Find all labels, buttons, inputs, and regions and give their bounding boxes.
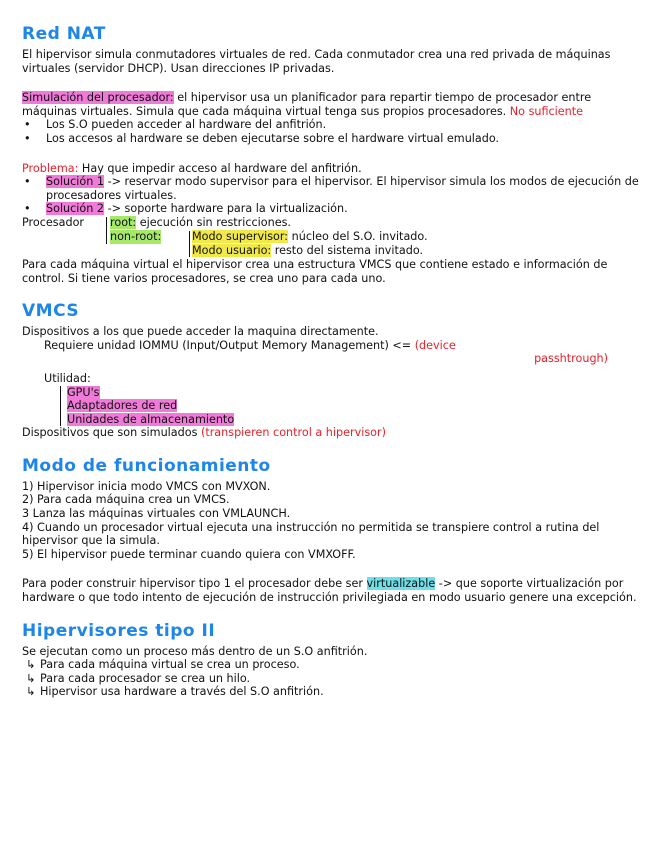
root-label: root:: [110, 215, 137, 229]
solutions-list: [22, 175, 648, 216]
usuario-line: [192, 244, 423, 258]
arrow-icon: ↳: [26, 671, 36, 685]
iommu-text: Requiere unidad IOMMU (Input/Output Memory Management) <=: [44, 338, 415, 352]
tipo2-list: [22, 658, 648, 699]
notes-page: [22, 24, 648, 699]
red-nat-heading: Red NAT: [22, 24, 106, 44]
passthrough-text: passhtrough): [534, 352, 608, 366]
bracket-line: [106, 217, 107, 244]
solution-2-text: -> soporte hardware para la virtualización.: [104, 202, 348, 216]
tipo2-heading: Hipervisores tipo II: [22, 620, 216, 641]
list-item: [67, 386, 648, 400]
arrow-icon: ↳: [26, 685, 36, 699]
list-item: [22, 202, 648, 216]
simulacion-text: el hipervisor usa un planificador para repartir tiempo de procesador entre máquinas virtuales. Simula que cada máquina virtual tenga sus propios procesadores.: [22, 91, 592, 118]
step-line: 3 Lanza las máquinas virtuales con VMLAUNCH.: [22, 507, 291, 521]
solution-1-text: -> reservar modo supervisor para el hipervisor. El hipervisor simula los modos de ejecución de procesadores virtuales.: [46, 175, 639, 202]
list-item: [22, 685, 648, 699]
virtualizable-text-a: Para poder construir hipervisor tipo 1 el procesador debe ser: [22, 577, 367, 591]
root-line: [110, 216, 291, 230]
vmcs-intro-paragraph: Para cada máquina virtual el hipervisor crea una estructura VMCS que contiene estado e información de control. Si tiene varios procesadores, se crea uno para cada uno.: [22, 257, 608, 285]
virtualizable-text-b: -> que soporte virtualización por hardware o que todo intento de ejecución de instrucción privilegiada en modo usuario genere una excepción.: [22, 577, 637, 605]
usuario-text: resto del sistema invitado.: [271, 243, 424, 257]
simulated-note: (transpieren control a hipervisor): [200, 426, 386, 440]
usuario-label: Modo usuario:: [192, 243, 272, 257]
simulacion-bullets: [22, 118, 648, 145]
utilidad-item: Adaptadores de red: [67, 399, 178, 413]
utilidad-list: [60, 386, 648, 427]
problema-paragraph: [22, 162, 648, 176]
step-line: 1) Hipervisor inicia modo VMCS con MVXON.: [22, 479, 271, 493]
step-line: 4) Cuando un procesador virtual ejecuta una instrucción no permitida se transpiere control a rutina del hipervisor que la simula.: [22, 520, 600, 548]
solution-2-label: Solución 2: [46, 202, 105, 216]
simulacion-paragraph: [22, 91, 648, 118]
bracket-line: [189, 231, 190, 257]
vmcs-heading: VMCS: [22, 301, 80, 322]
procesador-diagram: [22, 216, 648, 258]
nonroot-label: non-root:: [110, 229, 162, 243]
root-text: ejecución sin restricciones.: [136, 215, 291, 229]
supervisor-label: Modo supervisor:: [192, 229, 289, 243]
red-nat-paragraph: El hipervisor simula conmutadores virtuales de red. Cada conmutador crea una red privada de máquinas virtuales (servidor DHCP). Usan direcciones IP privadas.: [22, 48, 611, 75]
solution-1-label: Solución 1: [46, 175, 105, 189]
tipo2-intro: Se ejecutan como un proceso más dentro de un S.O anfitrión.: [22, 644, 368, 658]
problema-label: Problema:: [22, 161, 79, 175]
problema-text: Hay que impedir acceso al hardware del anfitrión.: [78, 161, 362, 175]
vmcs-line-2: [22, 339, 648, 353]
simulated-devices-line: [22, 426, 648, 440]
list-item: [22, 658, 648, 672]
list-item: [67, 413, 648, 427]
tipo2-item: Para cada procesador se crea un hilo.: [40, 671, 251, 685]
device-text: (device: [414, 338, 456, 352]
supervisor-line: [192, 230, 428, 244]
tipo2-item: Para cada máquina virtual se crea un proceso.: [40, 658, 300, 672]
supervisor-text: núcleo del S.O. invitado.: [288, 229, 428, 243]
utilidad-item: Unidades de almacenamiento: [67, 412, 235, 426]
procesador-label: Procesador: [22, 215, 85, 229]
vmcs-line-1: Dispositivos a los que puede acceder la maquina directamente.: [22, 325, 379, 339]
utilidad-label: Utilidad:: [44, 371, 91, 385]
utilidad-item: GPU's: [67, 385, 100, 399]
arrow-icon: ↳: [26, 658, 36, 672]
list-item: • Los accesos al hardware se deben ejecutarse sobre el hardware virtual emulado.: [22, 132, 648, 146]
modo-heading: Modo de funcionamiento: [22, 455, 271, 476]
virtualizable-paragraph: [22, 577, 648, 604]
simulated-text: Dispositivos que son simulados: [22, 426, 201, 440]
list-item: [67, 399, 648, 413]
simulacion-label: Simulación del procesador:: [22, 91, 174, 105]
list-item: • Los S.O pueden acceder al hardware del anfitrión.: [22, 118, 648, 132]
step-line: 2) Para cada máquina crea un VMCS.: [22, 493, 230, 507]
step-line: 5) El hipervisor puede terminar cuando quiera con VMXOFF.: [22, 547, 356, 561]
tipo2-item: Hipervisor usa hardware a través del S.O anfitrión.: [40, 685, 324, 699]
virtualizable-highlight: virtualizable: [366, 577, 436, 591]
no-suficiente-note: No suficiente: [509, 104, 584, 118]
list-item: [22, 672, 648, 686]
list-item: [22, 175, 648, 202]
